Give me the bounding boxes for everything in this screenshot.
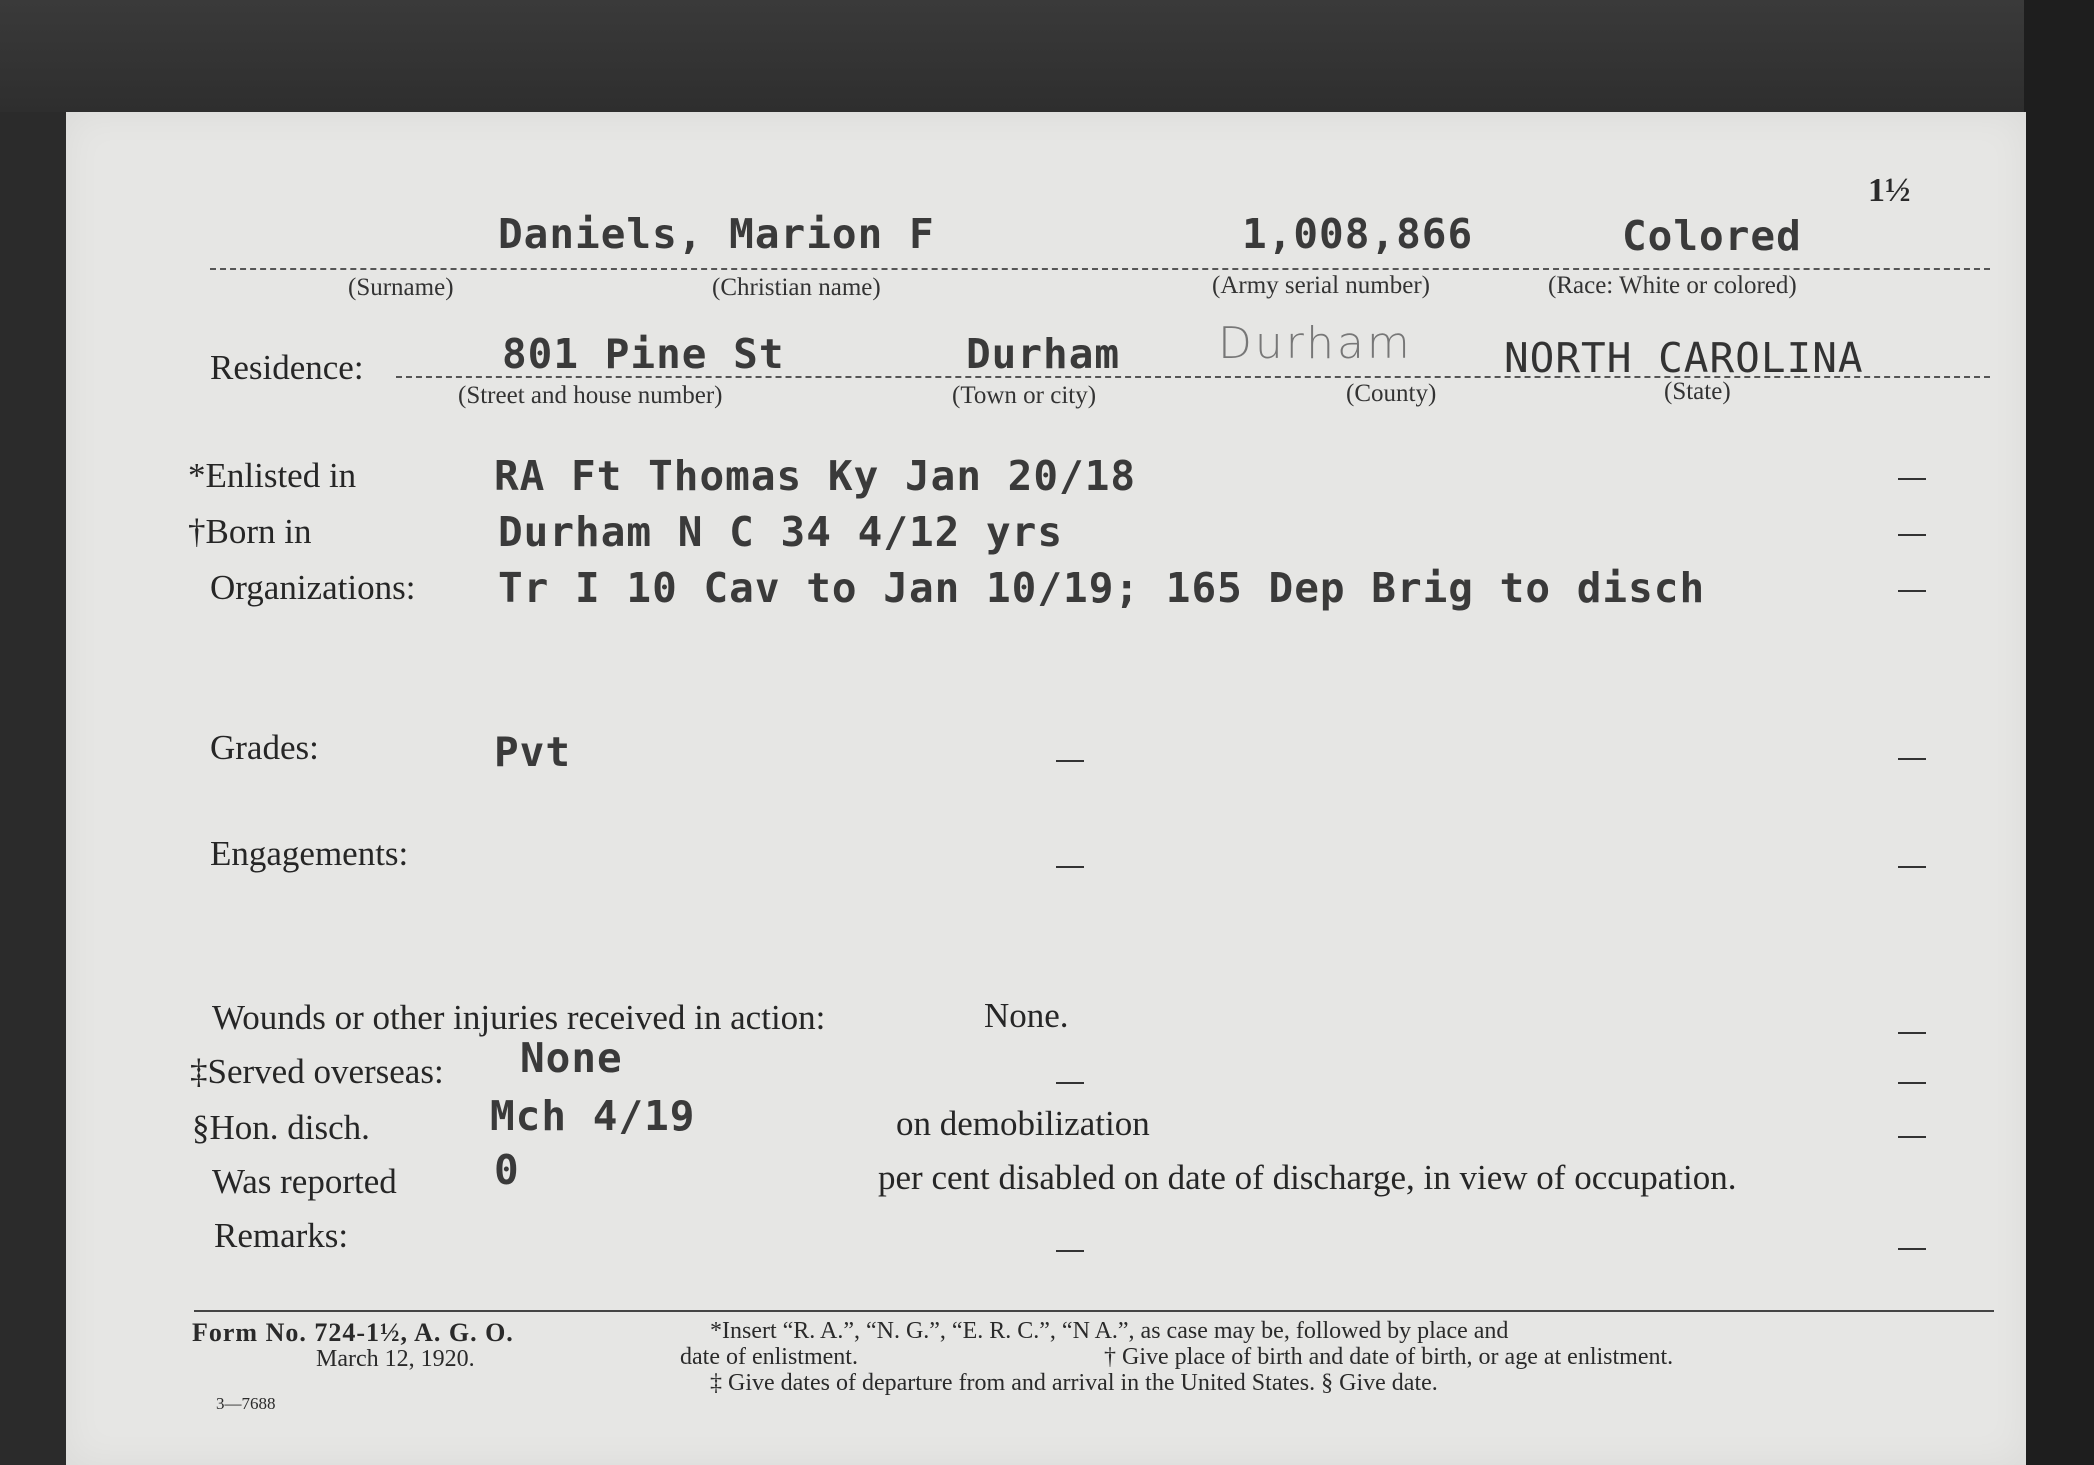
card-number: 1½ — [1868, 172, 1911, 209]
race-caption: (Race: White or colored) — [1548, 272, 1797, 299]
organizations-mark — [1898, 590, 1926, 592]
footnote-enlisted: *Insert “R. A.”, “N. G.”, “E. R. C.”, “N A.”, as case may be, followed by place and — [710, 1318, 1509, 1344]
discharge-value: Mch 4/19 — [490, 1092, 696, 1140]
serial-value: 1,008,866 — [1242, 210, 1474, 258]
form-date: March 12, 1920. — [316, 1346, 475, 1372]
residence-line — [396, 376, 1990, 378]
grades-value: Pvt — [494, 728, 572, 776]
discharge-mark — [1898, 1136, 1926, 1138]
county-value: Durham — [1218, 318, 1413, 369]
street-value: 801 Pine St — [502, 330, 785, 378]
name-value: Daniels, Marion F — [498, 210, 935, 258]
remarks-mid-mark — [1056, 1250, 1084, 1252]
scan-background-top — [0, 0, 2094, 112]
form-number: Form No. 724-1½, A. G. O. — [192, 1318, 514, 1347]
overseas-value: None — [520, 1034, 623, 1082]
county-caption: (County) — [1346, 380, 1437, 407]
overseas-label: ‡Served overseas: — [190, 1052, 444, 1091]
serial-caption: (Army serial number) — [1212, 272, 1430, 299]
grades-label: Grades: — [210, 728, 319, 767]
wounds-label: Wounds or other injuries received in action: — [212, 998, 826, 1037]
footnote-birth: † Give place of birth and date of birth, or age at enlistment. — [1104, 1344, 1674, 1370]
remarks-label: Remarks: — [214, 1216, 349, 1255]
born-mark — [1898, 534, 1926, 536]
organizations-label: Organizations: — [210, 568, 416, 607]
organizations-value: Tr I 10 Cav to Jan 10/19; 165 Dep Brig to disch — [498, 564, 1706, 612]
engagements-mark — [1898, 866, 1926, 868]
grades-mark — [1898, 758, 1926, 760]
town-value: Durham — [966, 330, 1121, 378]
grades-mid-mark — [1056, 760, 1084, 762]
discharge-label: §Hon. disch. — [192, 1108, 370, 1147]
state-caption: (State) — [1664, 378, 1731, 405]
discharge-note: on demobilization — [896, 1104, 1150, 1143]
surname-caption: (Surname) — [348, 274, 454, 301]
enlisted-value: RA Ft Thomas Ky Jan 20/18 — [494, 452, 1137, 500]
reported-value: 0 — [494, 1146, 520, 1194]
state-value: NORTH CAROLINA — [1504, 334, 1864, 382]
footnote-enlisted-cont: date of enlistment. — [680, 1344, 858, 1370]
wounds-value: None. — [984, 996, 1069, 1035]
street-caption: (Street and house number) — [458, 382, 723, 409]
reported-label: Was reported — [212, 1162, 397, 1201]
footnote-overseas: ‡ Give dates of departure from and arrival in the United States. § Give date. — [710, 1370, 1438, 1396]
residence-label: Residence: — [210, 348, 364, 387]
service-record-card — [66, 112, 2026, 1465]
engagements-mid-mark — [1056, 866, 1084, 868]
enlisted-mark — [1898, 478, 1926, 480]
print-number: 3—7688 — [216, 1394, 276, 1413]
race-value: Colored — [1622, 212, 1802, 260]
footer-rule — [194, 1310, 1994, 1312]
born-label: †Born in — [188, 512, 312, 551]
scan-background-right — [2024, 0, 2094, 1465]
born-value: Durham N C 34 4/12 yrs — [498, 508, 1064, 556]
remarks-mark — [1898, 1248, 1926, 1250]
reported-note: per cent disabled on date of discharge, in view of occupation. — [878, 1158, 1737, 1197]
town-caption: (Town or city) — [952, 382, 1097, 409]
overseas-mark — [1898, 1082, 1926, 1084]
wounds-mark — [1898, 1032, 1926, 1034]
christian-name-caption: (Christian name) — [712, 274, 881, 301]
engagements-label: Engagements: — [210, 834, 409, 873]
name-line — [210, 268, 1990, 270]
overseas-mid-mark — [1056, 1082, 1084, 1084]
enlisted-label: *Enlisted in — [188, 456, 357, 495]
